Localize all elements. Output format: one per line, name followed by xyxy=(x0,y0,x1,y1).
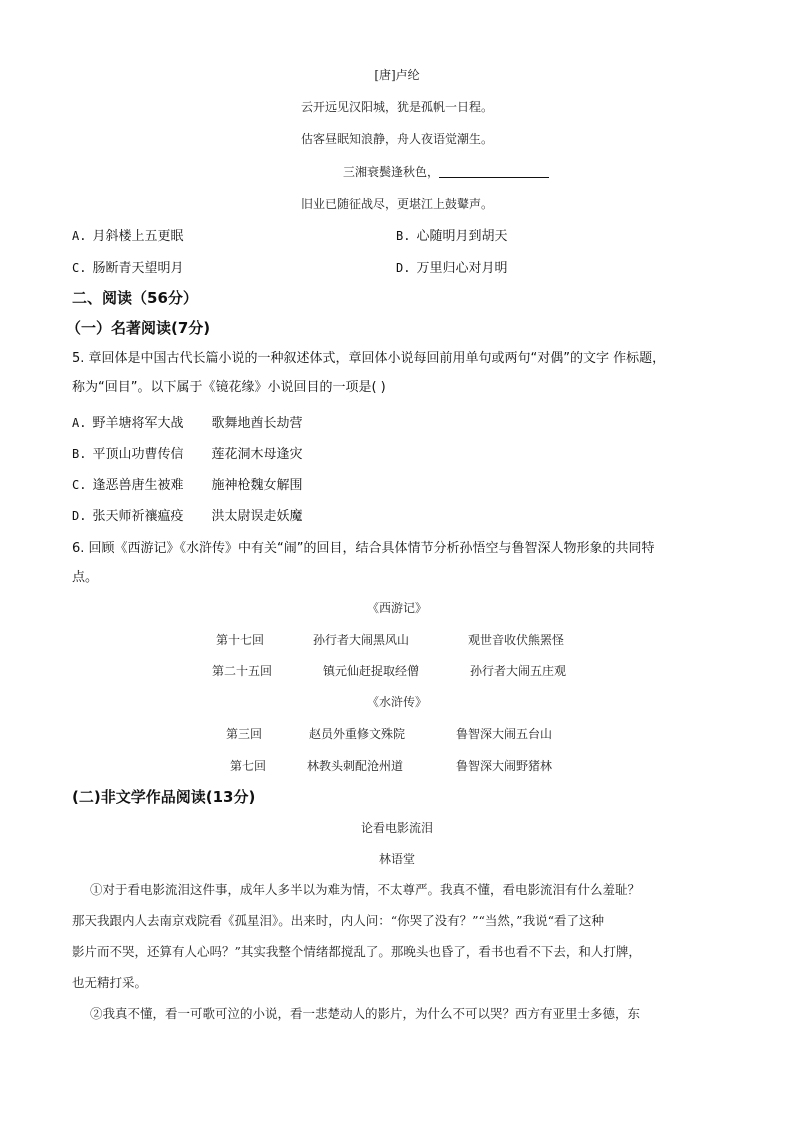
xiyouji-row-2-a: 镇元仙赶捉取经僧 xyxy=(323,664,420,678)
option-b[interactable] xyxy=(396,225,507,244)
q5-option-c-key: C. xyxy=(72,478,87,492)
xiyouji-row-2-num: 第二十五回 xyxy=(212,664,273,678)
option-d-text: 万里归心对月明 xyxy=(416,261,508,276)
article-p1-line-3: 影片而不哭，还算有人心吗？”其实我整个情绪都搅乱了。那晚头也昏了，看书也看不下去，和人打牌， xyxy=(72,944,641,959)
article-p1-line-2: 那天我跟内人去南京戏院看《孤星泪》。出来时，内人问：“你哭了没有？”“当然，”我说“看了这种 xyxy=(72,913,604,928)
q5-option-d[interactable] xyxy=(72,505,302,524)
q5-option-d-left: 张天师祈禳瘟疫 xyxy=(92,509,184,524)
shuihu-row-2-a: 林教头刺配沧州道 xyxy=(307,759,404,773)
q5-option-d-right: 洪太尉误走妖魔 xyxy=(211,509,303,524)
q5-option-b-key: B. xyxy=(72,447,87,461)
option-c[interactable] xyxy=(72,257,183,276)
option-c-key: C. xyxy=(72,261,87,275)
q5-option-d-key: D. xyxy=(72,509,87,523)
subsection-1-title: （一）名著阅读(7分) xyxy=(66,319,211,337)
q5-line-1: 5. 章回体是中国古代长篇小说的一种叙述体式，章回体小说每回前用单句或两句“对偶”的文字 作标题， xyxy=(72,351,666,366)
poem-line-3 xyxy=(343,163,549,180)
q5-option-c-left: 逢恶兽唐生被难 xyxy=(92,478,184,493)
option-d-key: D. xyxy=(396,261,411,275)
q6-line-2: 点。 xyxy=(72,570,99,585)
q5-option-a-key: A. xyxy=(72,416,87,430)
q5-line-2: 称为“回目”。以下属于《镜花缘》小说回目的一项是( ) xyxy=(72,380,386,395)
option-d[interactable] xyxy=(396,257,507,276)
option-a-key: A. xyxy=(72,229,87,243)
article-p2-line-1: ②我真不懂，看一可歌可泣的小说，看一悲楚动人的影片，为什么不可以哭？西方有亚里士多德，东 xyxy=(90,1006,641,1021)
xiyouji-row-2-b: 孙行者大闹五庄观 xyxy=(470,664,567,678)
article-p1-line-4: 也无精打采。 xyxy=(72,975,148,990)
xiyouji-title: 《西游记》 xyxy=(366,601,427,615)
shuihu-row-1-num: 第三回 xyxy=(226,727,263,741)
option-b-key: B. xyxy=(396,229,411,243)
answer-blank[interactable] xyxy=(439,167,549,178)
option-a[interactable] xyxy=(72,225,183,244)
q5-option-a-left: 野羊塘将军大战 xyxy=(92,416,184,431)
poem-line-2: 估客昼眠知浪静，舟人夜语觉潮生。 xyxy=(300,132,493,146)
article-author: 林语堂 xyxy=(378,852,415,866)
option-a-text: 月斜楼上五更眠 xyxy=(92,229,184,244)
q5-option-a-right: 歌舞地酋长劫营 xyxy=(211,416,303,431)
option-c-text: 肠断青天望明月 xyxy=(92,261,184,276)
section-title: 二、阅读（56分） xyxy=(72,289,198,307)
shuihu-row-2-num: 第七回 xyxy=(230,759,267,773)
xiyouji-row-1-num: 第十七回 xyxy=(216,633,265,647)
shuihu-row-1-b: 鲁智深大闹五台山 xyxy=(456,727,553,741)
q5-option-b[interactable] xyxy=(72,443,302,462)
q5-option-b-left: 平顶山功曹传信 xyxy=(92,447,184,462)
poem-line-3-text: 三湘衰鬓逢秋色， xyxy=(343,165,440,179)
shuihu-row-2-b: 鲁智深大闹野猪林 xyxy=(456,759,553,773)
q6-line-1: 6. 回顾《西游记》《水浒传》中有关“闹”的回目，结合具体情节分析孙悟空与鲁智深人物形象的共同特 xyxy=(72,541,655,556)
article-title: 论看电影流泪 xyxy=(360,821,433,835)
q5-option-c-right: 施神枪魏女解围 xyxy=(211,478,303,493)
shuihu-title: 《水浒传》 xyxy=(366,695,427,709)
article-p1-line-1: ①对于看电影流泪这件事，成年人多半以为难为情，不太尊严。我真不懂，看电影流泪有什么羞耻？ xyxy=(90,882,641,897)
poem-author: [唐]卢纶 xyxy=(374,68,420,82)
poem-line-1: 云开远见汉阳城，犹是孤帆一日程。 xyxy=(300,100,493,114)
subsection-2-title: (二)非文学作品阅读(13分) xyxy=(72,788,256,806)
shuihu-row-1-a: 赵员外重修文殊院 xyxy=(309,727,406,741)
q5-option-a[interactable] xyxy=(72,412,302,431)
q5-option-b-right: 莲花洞木母逢灾 xyxy=(211,447,303,462)
xiyouji-row-1-a: 孙行者大闹黑风山 xyxy=(313,633,410,647)
poem-line-4: 旧业已随征战尽，更堪江上鼓鼙声。 xyxy=(300,197,493,211)
q5-option-c[interactable] xyxy=(72,474,302,493)
option-b-text: 心随明月到胡天 xyxy=(416,229,508,244)
xiyouji-row-1-b: 观世音收伏熊罴怪 xyxy=(468,633,565,647)
